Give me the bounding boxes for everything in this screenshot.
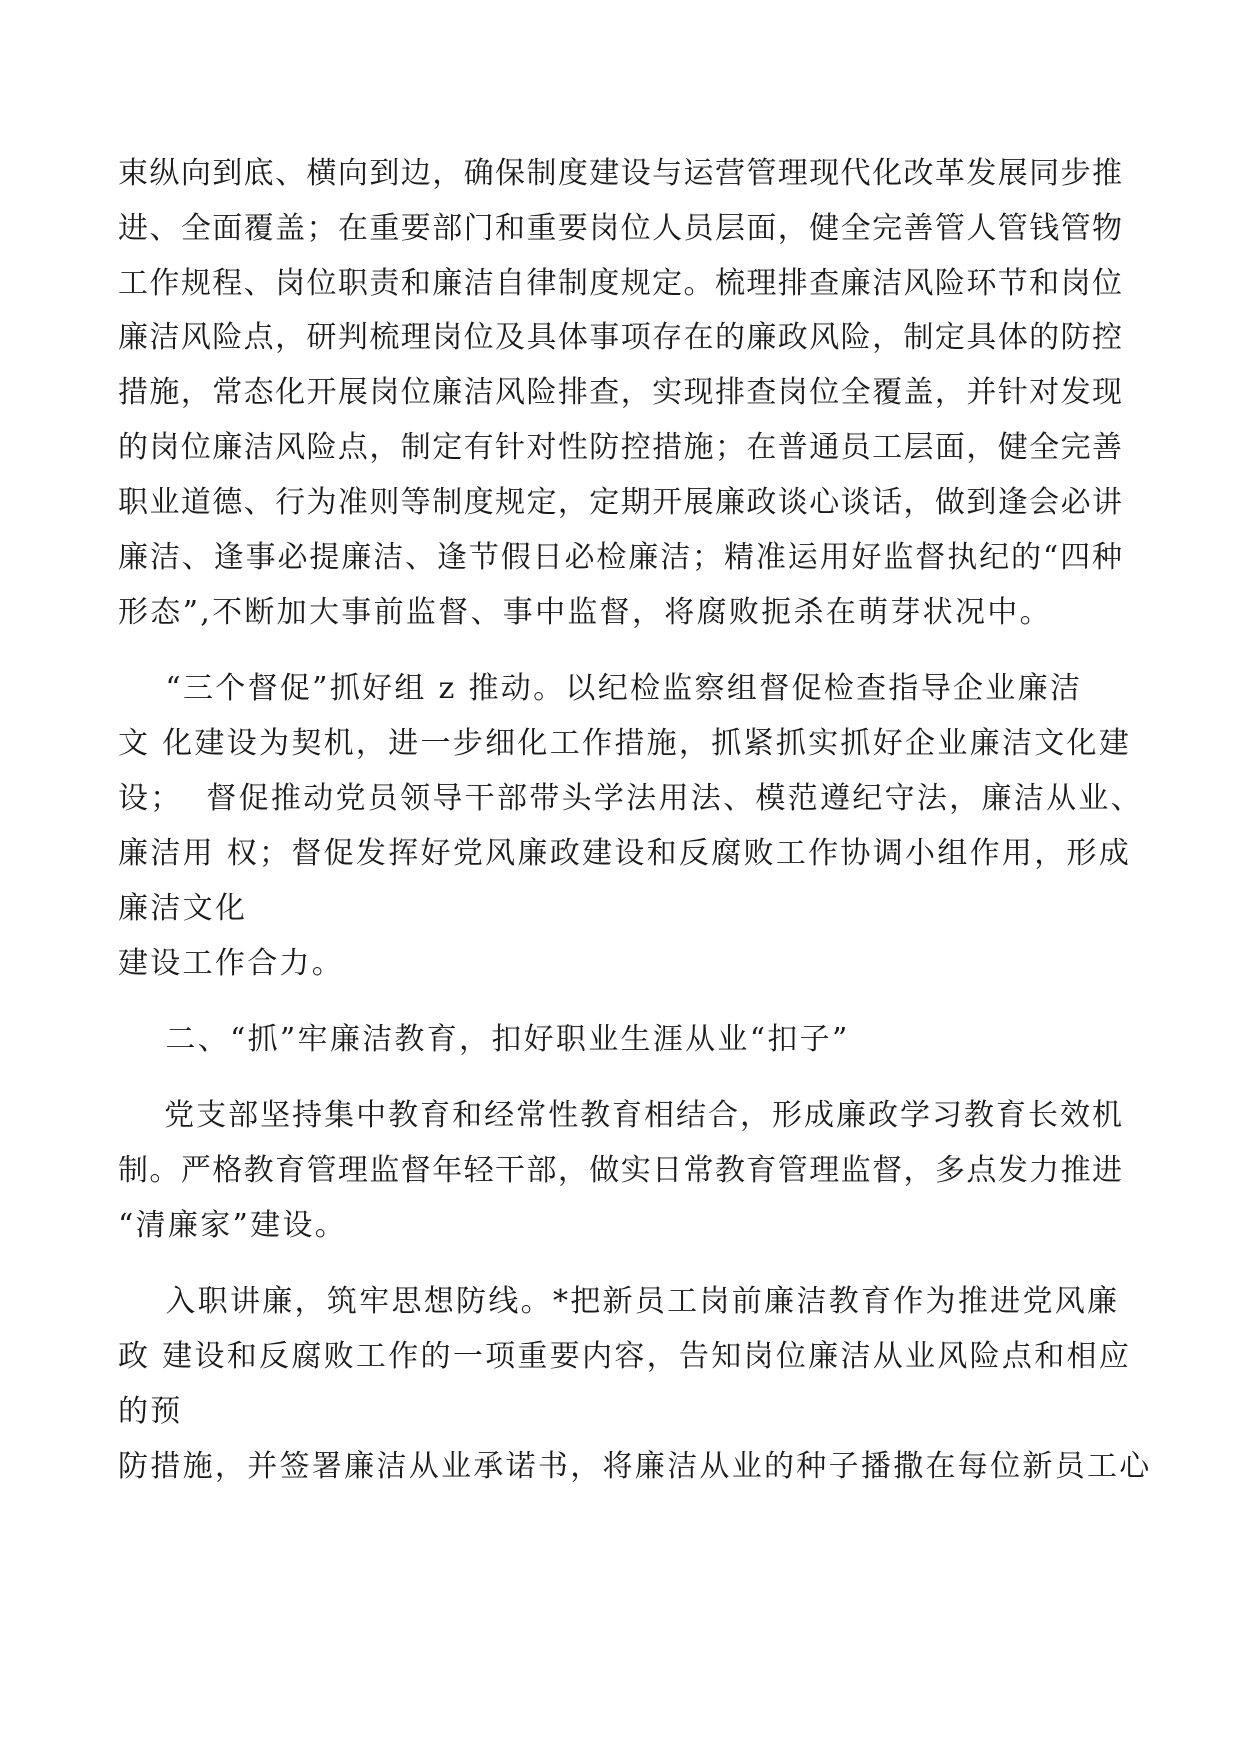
text-line: 政 建设和反腐败工作的一项重要内容，告知岗位廉洁从业风险点和相应 <box>118 1339 1132 1374</box>
text-line: “三个督促”抓好组 z 推动。以纪检监察组督促检查指导企业廉洁 <box>118 671 1083 706</box>
text-line: 职业道德、行为准则等制度规定，定期开展廉政谈心谈话，做到逢会必讲 <box>118 485 1122 520</box>
text-line: 设； 督促推动党员领导干部带头学法用法、模范遵纪守法，廉洁从业、 <box>118 781 1143 816</box>
text-line: “清廉家”建设。 <box>118 1208 348 1243</box>
section-heading: 二、“抓”牢廉洁教育，扣好职业生涯从业“扣子” <box>118 1022 850 1057</box>
text-line: 廉洁、逢事必提廉洁、逢节假日必检廉洁；精准运用好监督执纪的“四种 <box>118 540 1122 575</box>
text-line: 的岗位廉洁风险点，制定有针对性防控措施；在普通员工层面，健全完善 <box>118 430 1122 465</box>
text-line: 文 化建设为契机，进一步细化工作措施，抓紧抓实抓好企业廉洁文化建 <box>118 726 1132 761</box>
text-line: 建设工作合力。 <box>118 946 345 981</box>
text-line: 制。严格教育管理监督年轻干部，做实日常教育管理监督，多点发力推进 <box>118 1153 1122 1188</box>
text-line: 的预 <box>118 1394 183 1429</box>
text-line: 入职讲廉，筑牢思想防线。*把新员工岗前廉洁教育作为推进党风廉 <box>118 1284 1120 1319</box>
text-line: 廉洁文化 <box>118 891 248 926</box>
text-line: 党支部坚持集中教育和经常性教育相结合，形成廉政学习教育长效机 <box>118 1098 1122 1133</box>
text-line: 工作规程、岗位职责和廉洁自律制度规定。梳理排查廉洁风险环节和岗位 <box>118 266 1122 301</box>
text-line: 进、全面覆盖；在重要部门和重要岗位人员层面，健全完善管人管钱管物 <box>118 211 1122 246</box>
text-line: 束纵向到底、横向到边，确保制度建设与运营管理现代化改革发展同步推 <box>118 156 1122 191</box>
text-line: 形态”,不断加大事前监督、事中监督，将腐败扼杀在萌芽状况中。 <box>118 595 1052 630</box>
text-line: 廉洁风险点，研判梳理岗位及具体事项存在的廉政风险，制定具体的防控 <box>118 320 1122 355</box>
text-line: 措施，常态化开展岗位廉洁风险排查，实现排查岗位全覆盖，并针对发现 <box>118 375 1122 410</box>
text-line: 防措施，并签署廉洁从业承诺书，将廉洁从业的种子播撒在每位新员工心 <box>118 1449 1152 1484</box>
text-line: 廉洁用 权；督促发挥好党风廉政建设和反腐败工作协调小组作用，形成 <box>118 836 1132 871</box>
